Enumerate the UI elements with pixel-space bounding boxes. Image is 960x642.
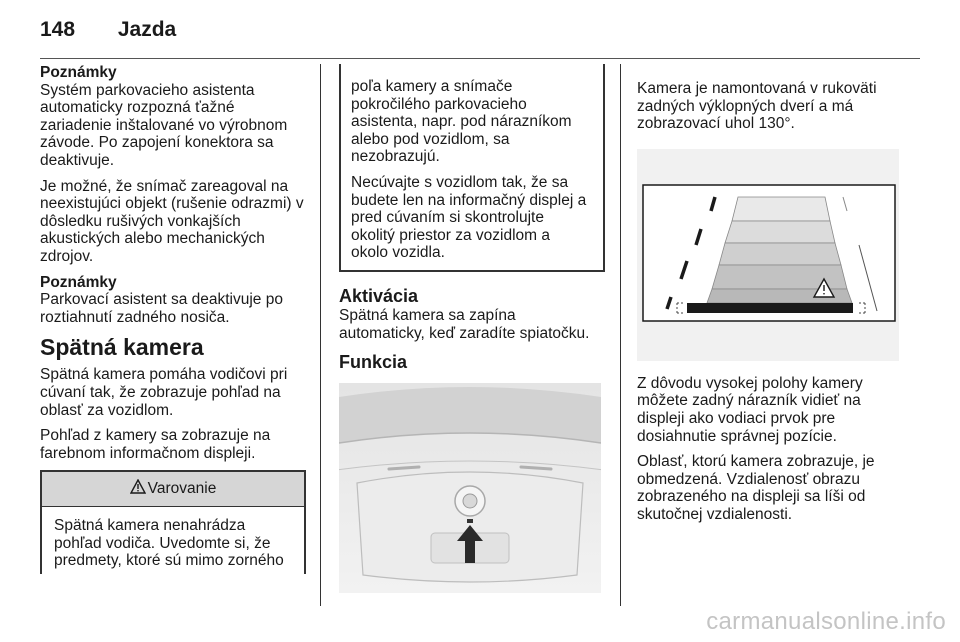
warning-text: poľa kamery a snímače pokročilého parkovacieho asistenta, napr. pod nárazníkom alebo pod vozidlom, sa nezobrazujú.	[351, 78, 572, 166]
warning-title: Varovanie	[147, 480, 217, 498]
column-3	[637, 80, 903, 532]
section-title: Jazda	[117, 18, 177, 41]
note-text: Parkovací asistent sa deaktivuje po roztiahnutí zadného nosiča.	[40, 291, 283, 326]
page-header	[40, 18, 176, 42]
paragraph: Spätná kamera sa zapína automaticky, keď zaradíte spiatočku.	[339, 306, 590, 342]
paragraph: Pohľad z kamery sa zobrazuje na farebnom informačnom displeji.	[40, 427, 271, 462]
warning-box	[40, 470, 306, 574]
column-divider	[320, 64, 321, 606]
camera-display-diagram	[637, 149, 899, 361]
warning-text: Necúvajte s vozidlom tak, že sa budete len na informačný displej a pred cúvaním si skontrolujte okolitý priestor za vozidlom a okolo vozidla.	[351, 173, 587, 262]
warning-header	[42, 472, 304, 507]
note-title: Poznámky	[40, 64, 117, 81]
subsection-heading: Aktivácia	[339, 285, 419, 306]
column-1	[40, 64, 306, 574]
paragraph: Je možné, že snímač zareagoval na neexistujúci objekt (rušenie odrazmi) v dôsledku rušivých vonkajších akustických alebo mechanických zdrojov.	[40, 177, 304, 265]
header-divider	[40, 58, 920, 59]
paragraph: Kamera je namontovaná v rukoväti zadných výklopných dverí a má zobrazovací uhol 130°.	[637, 80, 877, 133]
watermark: carmanualsonline.info	[706, 608, 946, 635]
subsection-heading: Funkcia	[339, 352, 408, 373]
paragraph: Z dôvodu vysokej polohy kamery môžete zadný nárazník vidieť na displeji ako vodiaci prvok pre dosiahnutie správnej pozície.	[637, 374, 863, 445]
column-divider	[620, 64, 621, 606]
paragraph: Spätná kamera pomáha vodičovi pri cúvaní tak, že zobrazuje pohľad na oblasť za vozidlom.	[40, 366, 288, 419]
note-text: Systém parkovacieho asistenta automaticky rozpozná ťažné zariadenie inštalované vo výrobnom závode. Po zapojení konektora sa deaktivuje.	[40, 81, 288, 169]
paragraph: Oblasť, ktorú kamera zobrazuje, je obmedzená. Vzdialenosť obrazu zobrazeného na displeji sa líši od skutočnej vzdialenosti.	[637, 453, 875, 523]
warning-body: Spätná kamera nenahrádza pohľad vodiča. Uvedomte si, že predmety, ktoré sú mimo zorného	[54, 517, 284, 570]
page-number: 148	[40, 18, 76, 41]
section-heading: Spätná kamera	[40, 334, 204, 361]
note-title: Poznámky	[40, 273, 117, 291]
tailgate-camera-illustration	[339, 383, 601, 593]
warning-continuation-box	[339, 64, 605, 272]
warning-triangle-icon	[130, 479, 146, 499]
column-2	[339, 64, 605, 593]
